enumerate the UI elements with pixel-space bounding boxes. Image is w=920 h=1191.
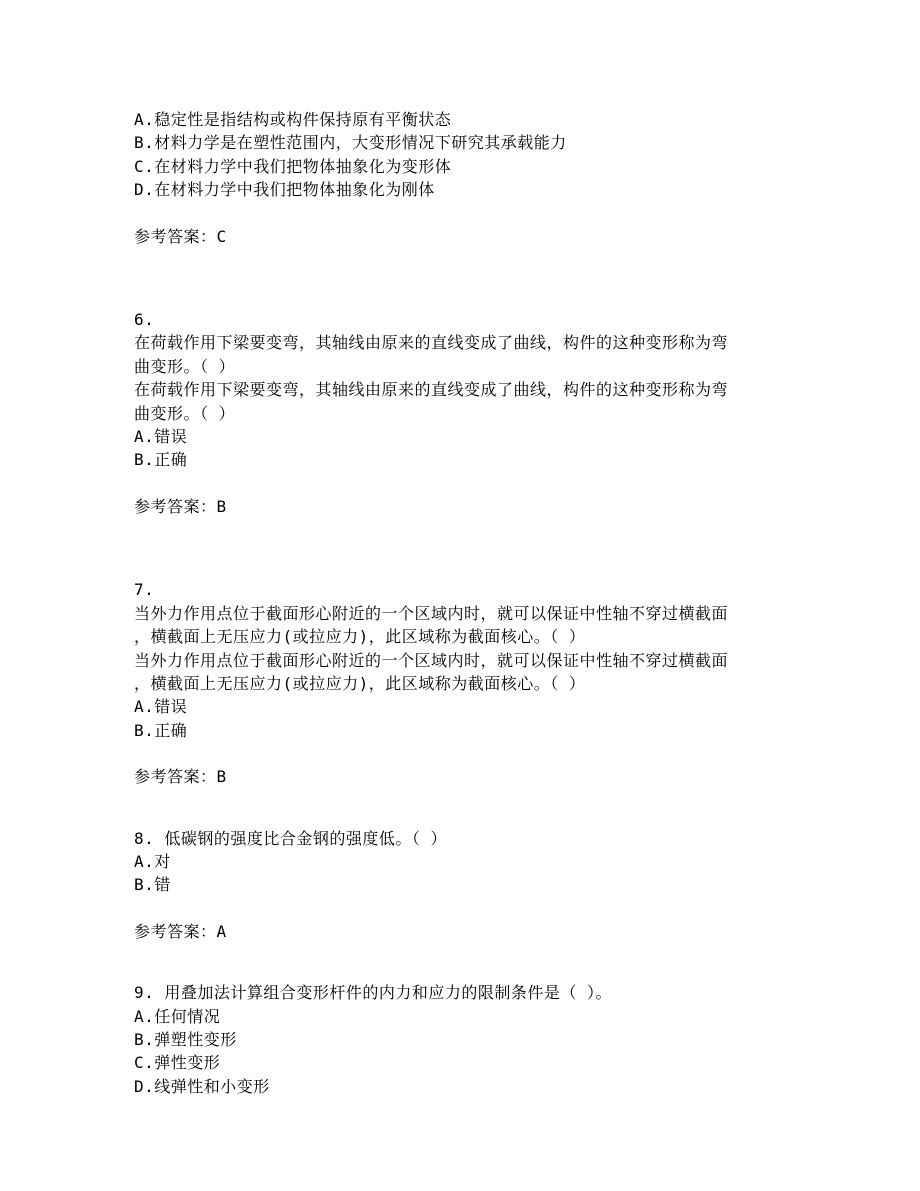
q7-option-b: B.正确 [134, 720, 188, 740]
q5-option-a: A.稳定性是指结构或构件保持原有平衡状态 [134, 110, 452, 129]
q6-option-a: A.错误 [134, 427, 188, 447]
q7-option-a: A.错误 [134, 697, 188, 717]
q8-option-a: A.对 [134, 851, 171, 871]
question-5 [134, 108, 794, 248]
q9-option-c: C.弹性变形 [134, 1053, 221, 1073]
q9-option-b: B.弹塑性变形 [134, 1029, 237, 1049]
q7-number: 7. [134, 580, 155, 600]
q5-option-d: D.在材料力学中我们把物体抽象化为刚体 [134, 180, 435, 200]
question-6 [134, 308, 794, 518]
spacer [134, 943, 794, 981]
q6-answer: 参考答案：B [134, 496, 227, 516]
spacer [134, 789, 794, 827]
q9-stem: 9. 用叠加法计算组合变形杆件的内力和应力的限制条件是（ ）。 [134, 983, 613, 1003]
q7-stem-line-2: ，横截面上无压应力(或拉应力)，此区域称为截面核心。（ ） [134, 627, 586, 647]
spacer [134, 518, 794, 578]
q8-answer: 参考答案：A [134, 921, 227, 941]
q6-stem-line-3: 在荷载作用下梁要变弯，其轴线由原来的直线变成了曲线，构件的这种变形称为弯 [134, 380, 729, 400]
q6-stem-line-1: 在荷载作用下梁要变弯，其轴线由原来的直线变成了曲线，构件的这种变形称为弯 [134, 333, 729, 353]
q5-option-b: B.材料力学是在塑性范围内，大变形情况下研究其承载能力 [134, 133, 567, 153]
q6-stem-line-2: 曲变形。（ ） [134, 356, 236, 376]
q6-stem-line-4: 曲变形。（ ） [134, 403, 236, 423]
spacer [134, 248, 794, 308]
q8-option-b: B.错 [134, 875, 171, 895]
q5-answer: 参考答案：C [134, 226, 227, 246]
q8-stem: 8. 低碳钢的强度比合金钢的强度低。（ ） [134, 828, 448, 848]
q7-stem-line-3: 当外力作用点位于截面形心附近的一个区域内时，就可以保证中性轴不穿过横截面 [134, 650, 729, 670]
document-page [134, 108, 794, 1098]
q7-answer: 参考答案：B [134, 767, 227, 787]
q6-option-b: B.正确 [134, 450, 188, 470]
q9-option-d: D.线弹性和小变形 [134, 1076, 270, 1096]
question-9 [134, 981, 794, 1098]
question-7 [134, 578, 794, 788]
q7-stem-line-1: 当外力作用点位于截面形心附近的一个区域内时，就可以保证中性轴不穿过横截面 [134, 603, 729, 623]
q7-stem-line-4: ，横截面上无压应力(或拉应力)，此区域称为截面核心。（ ） [134, 673, 586, 693]
q5-option-c: C.在材料力学中我们把物体抽象化为变形体 [134, 156, 452, 176]
q9-option-a: A.任何情况 [134, 1006, 221, 1026]
question-8 [134, 827, 794, 944]
q6-number: 6. [134, 310, 155, 330]
